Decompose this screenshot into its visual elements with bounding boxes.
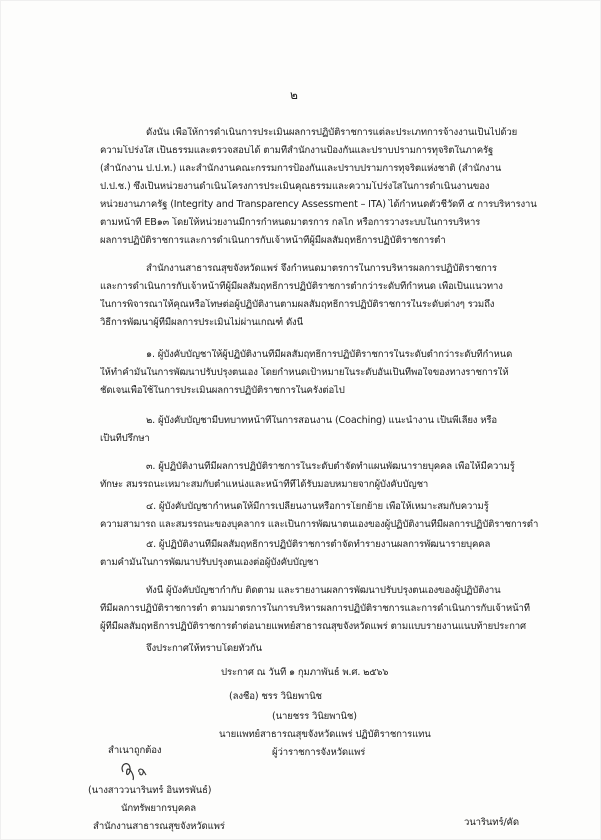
item-1-line-3: ชัดเจนเพื่อใช้ในการประเมินผลการปฏิบัติราชการในครั้งต่อไป <box>100 385 345 396</box>
paragraph-2-line-1: สำนักงานสาธารณสุขจังหวัดแพร่ จึงกำหนดมาตรการในการบริหารผลการปฏิบัติราชการ <box>146 263 497 274</box>
item-2-line-1: ๒. ผู้บังคับบัญชามีบทบาทหน้าที่ในการสอนงาน (Coaching) แนะนำงาน เป็นพี่เลี้ยง หรือ <box>146 415 498 426</box>
item-3-line-1: ๓. ผู้ปฏิบัติงานที่มีผลการปฏิบัติราชการในระดับต่ำจัดทำแผนพัฒนารายบุคคล เพื่อให้มีความรู้ <box>146 461 515 472</box>
handwritten-initials <box>115 758 159 782</box>
item-5-line-2: ตามคำมั่นในการพัฒนาปรับปรุงตนเองต่อผู้บังคับบัญชา <box>100 557 319 568</box>
announce-date: ประกาศ ณ วันที่ ๑ กุมภาพันธ์ พ.ศ. ๒๕๖๖ <box>221 667 389 678</box>
item-4-line-2: ความสามารถ และสมรรถนะของบุคลากร และเป็นการพัฒนาตนเองของผู้ปฏิบัติงานที่มีผลการปฏิบัติราชการต่ำ <box>100 519 539 530</box>
item-3-line-2: ทักษะ สมรรถนะเหมาะสมกับตำแหน่งและหน้าที่ที่ได้รับมอบหมายจากผู้บังคับบัญชา <box>100 479 429 490</box>
paragraph-1-line-6: ตามหน้าที่ EB๑๓ โดยให้หน่วยงานมีการกำหนดมาตรการ กลไก หรือการวางระบบในการบริหาร <box>100 217 481 228</box>
paragraph-2-line-4: วิธีการพัฒนาผู้ที่มีผลการประเมินไม่ผ่านเกณฑ์ ดังนี้ <box>100 317 303 328</box>
item-4-line-1: ๔. ผู้บังคับบัญชากำหนดให้มีการเปลี่ยนงานหรือการโยกย้าย เพื่อให้เหมาะสมกับความรู้ <box>146 501 489 512</box>
paragraph-1-line-7: ผลการปฏิบัติราชการและการดำเนินการกับเจ้าหน้าที่ผู้มีผลสัมฤทธิ์การปฏิบัติราชการต่ำ <box>100 235 446 246</box>
paragraph-1-line-4: ป.ป.ช.) ซึ่งเป็นหน่วยงานดำเนินโครงการประเมินคุณธรรมและความโปร่งใสในการดำเนินงานของ <box>100 181 490 192</box>
signatory-position-2: ผู้ว่าราชการจังหวัดแพร่ <box>272 747 366 758</box>
signatory-position-1: นายแพทย์สาธารณสุขจังหวัดแพร่ ปฏิบัติราชการแทน <box>219 729 431 740</box>
paragraph-1-line-2: ความโปร่งใส เป็นธรรมและตรวจสอบได้ ตามที่สำนักงานป้องกันและปราบปรามการทุจริตในภาครัฐ <box>100 145 494 156</box>
certifier-position: นักทรัพยากรบุคคล <box>121 803 196 814</box>
signatory-name: (นายชรร วินิยพานิช) <box>272 711 357 722</box>
item-1-line-1: ๑. ผู้บังคับบัญชาให้ผู้ปฏิบัติงานที่มีผลสัมฤทธิ์การปฏิบัติราชการในระดับต่ำกว่าระดับที่กำหนด <box>146 349 513 360</box>
paragraph-3-line-2: ที่มีผลการปฏิบัติราชการต่ำ ตามมาตรการในการบริหารผลการปฏิบัติราชการและการดำเนินการกับเจ้าหน้าที่ <box>100 603 530 614</box>
item-2-line-2: เป็นที่ปรึกษา <box>100 433 150 444</box>
announce-text: จึงประกาศให้ทราบโดยทั่วกัน <box>146 643 262 654</box>
typist-note: วนารินทร์/คัด <box>464 817 519 828</box>
signature-line: (ลงชื่อ) ชรร วินิยพานิช <box>229 691 322 702</box>
paragraph-3-line-3: ผู้ที่มีผลสัมฤทธิ์การปฏิบัติราชการต่ำต่อนายแพทย์สาธารณสุขจังหวัดแพร่ ตามแบบรายงานแนบท้ายประกาศ <box>100 621 526 632</box>
page-number: ๒ <box>290 88 298 102</box>
paragraph-1-line-3: (สำนักงาน ป.ป.ท.) และสำนักงานคณะกรรมการป้องกันและปราบปรามการทุจริตแห่งชาติ (สำนักงาน <box>100 163 502 174</box>
certifier-office: สำนักงานสาธารณสุขจังหวัดแพร่ <box>93 821 225 832</box>
certifier-name: (นางสาววนารินทร์ อินทรพันธ์) <box>88 785 212 796</box>
item-1-line-2: ให้ทำคำมั่นในการพัฒนาปรับปรุงตนเอง โดยกำหนดเป้าหมายในระดับอันเป็นที่พอใจของทางราชการให้ <box>100 367 509 378</box>
item-5-line-1: ๕. ผู้ปฏิบัติงานที่มีผลสัมฤทธิ์การปฏิบัติราชการต่ำจัดทำรายงานผลการพัฒนารายบุคคล <box>146 539 491 550</box>
paragraph-1-line-5: หน่วยงานภาครัฐ (Integrity and Transparency Assessment – ITA) ได้กำหนดตัวชี้วัดที่ ๕ การบริหารงาน <box>100 199 537 210</box>
paragraph-1-line-1: ดังนั้น เพื่อให้การดำเนินการประเมินผลการปฏิบัติราชการแต่ละประเภทการจ้างงานเป็นไปด้วย <box>146 127 518 138</box>
paragraph-3-line-1: ทั้งนี้ ผู้บังคับบัญชากำกับ ติดตาม และรายงานผลการพัฒนาปรับปรุงตนเองของผู้ปฏิบัติงาน <box>146 585 501 596</box>
certified-copy-label: สำเนาถูกต้อง <box>108 745 162 756</box>
paragraph-2-line-2: และการดำเนินการกับเจ้าหน้าที่ผู้มีผลสัมฤทธิ์การปฏิบัติราชการต่ำกว่าระดับที่กำหนด เพื่อเป็นแนวทาง <box>100 281 503 292</box>
paragraph-2-line-3: ในการพิจารณาให้คุณหรือโทษต่อผู้ปฏิบัติงานตามผลสัมฤทธิ์การปฏิบัติราชการในระดับต่างๆ รวมถึง <box>100 299 495 310</box>
